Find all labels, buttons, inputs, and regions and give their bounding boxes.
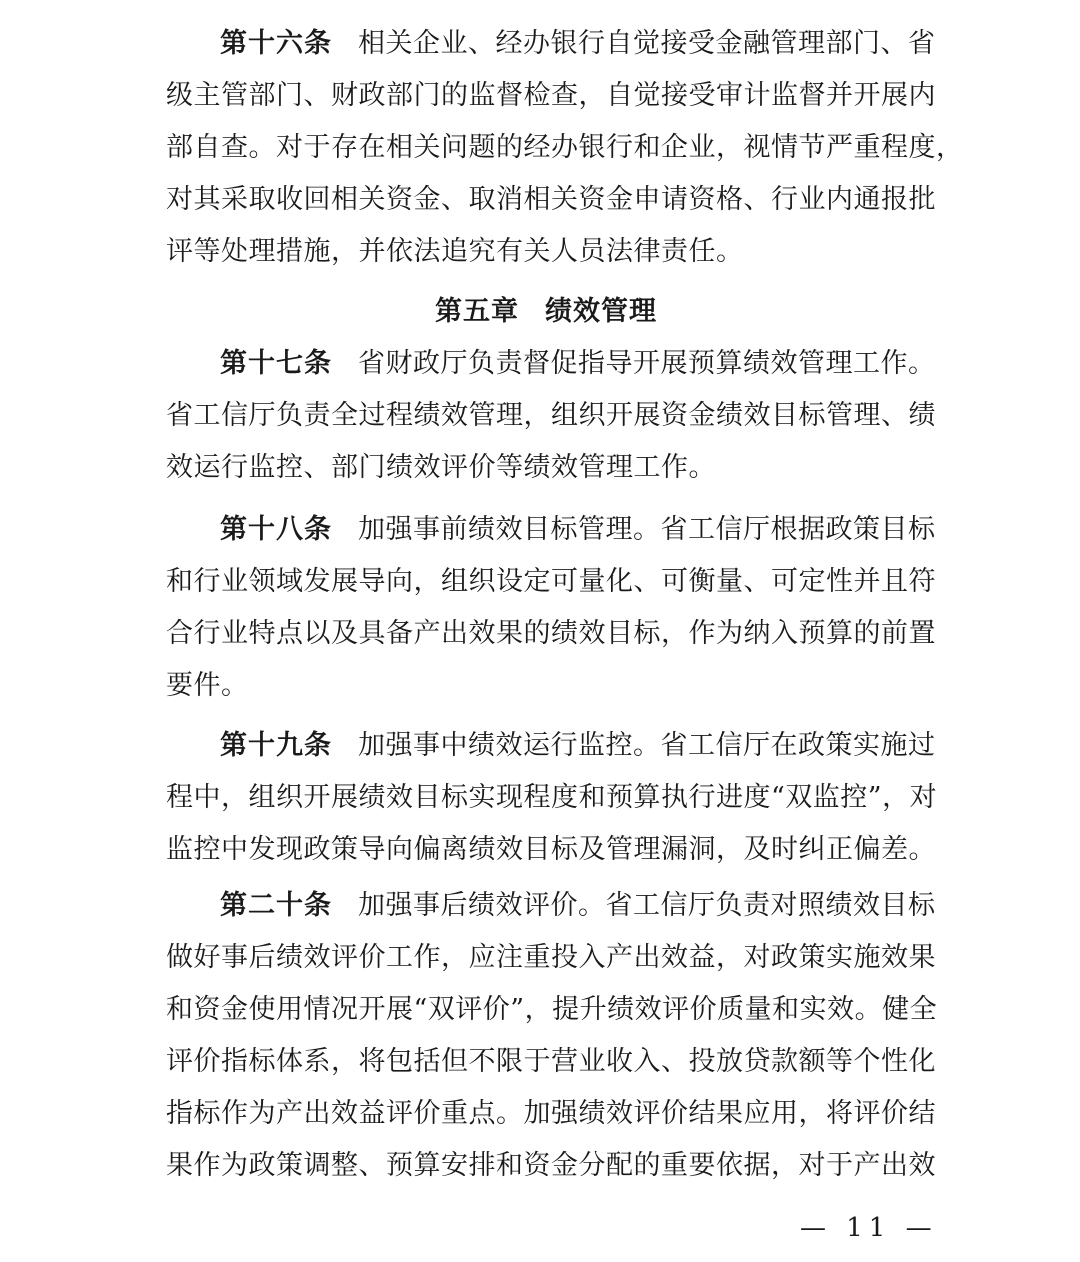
article-20-line-6	[166, 1142, 936, 1190]
article-19-line-2	[166, 774, 937, 822]
article-19-text-3: 监控中发现政策导向偏离绩效目标及管理漏洞，及时纠正偏差。	[166, 834, 936, 865]
article-17-line-3	[166, 444, 716, 492]
article-20-text-4: 评价指标体系，将包括但不限于营业收入、投放贷款额等个性化	[166, 1046, 936, 1077]
chapter-heading	[166, 288, 926, 336]
article-16-line-5	[166, 228, 744, 276]
article-18-line-3	[166, 610, 936, 658]
article-17-text-1: 省财政厅负责督促指导开展预算绩效管理工作。	[358, 348, 936, 379]
article-18-line-2	[166, 558, 936, 606]
article-18-line-1	[166, 506, 936, 554]
article-16-line-3	[166, 124, 964, 172]
article-16-text-1: 相关企业、经办银行自觉接受金融管理部门、省	[358, 28, 936, 59]
page-number: — 11 —	[800, 1213, 938, 1243]
article-16-text-2: 级主管部门、财政部门的监督检查，自觉接受审计监督并开展内	[166, 80, 936, 111]
article-18-line-4	[166, 662, 249, 710]
article-16-line-2	[166, 72, 936, 120]
article-20-line-2	[166, 934, 936, 982]
article-20-line-3	[166, 986, 937, 1034]
article-20-line-5	[166, 1090, 936, 1138]
article-16-number: 第十六条	[220, 28, 332, 59]
article-20-number: 第二十条	[220, 890, 332, 921]
article-16-text-5: 评等处理措施，并依法追究有关人员法律责任。	[166, 236, 744, 267]
article-18-text-3: 合行业特点以及具备产出效果的绩效目标，作为纳入预算的前置	[166, 618, 936, 649]
article-17-number: 第十七条	[220, 348, 332, 379]
article-18-text-2: 和行业领域发展导向，组织设定可量化、可衡量、可定性并且符	[166, 566, 936, 597]
article-17-text-3: 效运行监控、部门绩效评价等绩效管理工作。	[166, 452, 716, 483]
article-18-text-1: 加强事前绩效目标管理。省工信厅根据政策目标	[358, 514, 936, 545]
article-19-number: 第十九条	[220, 730, 332, 761]
article-19-line-1	[166, 722, 936, 770]
article-20-line-4	[166, 1038, 936, 1086]
article-16-line-4	[166, 176, 936, 224]
article-18-number: 第十八条	[220, 514, 332, 545]
article-16-text-3: 部自查。对于存在相关问题的经办银行和企业，视情节严重程度，	[166, 132, 964, 163]
article-16-text-4: 对其采取收回相关资金、取消相关资金申请资格、行业内通报批	[166, 184, 936, 215]
article-16-line-1	[166, 20, 936, 68]
article-17-line-1	[166, 340, 936, 388]
article-19-line-3	[166, 826, 936, 874]
article-19-text-2: 程中，组织开展绩效目标实现程度和预算执行进度“双监控”，对	[166, 782, 938, 813]
chapter-number: 第五章	[435, 296, 519, 327]
article-20-line-1	[166, 882, 936, 930]
article-20-text-5: 指标作为产出效益评价重点。加强绩效评价结果应用，将评价结	[166, 1098, 936, 1129]
article-20-text-2: 做好事后绩效评价工作，应注重投入产出效益，对政策实施效果	[166, 942, 936, 973]
article-20-text-1: 加强事后绩效评价。省工信厅负责对照绩效目标	[358, 890, 936, 921]
article-20-text-3: 和资金使用情况开展“双评价”，提升绩效评价质量和实效。健全	[166, 994, 938, 1025]
chapter-title: 绩效管理	[545, 296, 657, 327]
article-17-text-2: 省工信厅负责全过程绩效管理，组织开展资金绩效目标管理、绩	[166, 400, 936, 431]
article-17-line-2	[166, 392, 936, 440]
article-18-text-4: 要件。	[166, 670, 249, 701]
article-20-text-6: 果作为政策调整、预算安排和资金分配的重要依据，对于产出效	[166, 1150, 936, 1181]
article-19-text-1: 加强事中绩效运行监控。省工信厅在政策实施过	[358, 730, 936, 761]
